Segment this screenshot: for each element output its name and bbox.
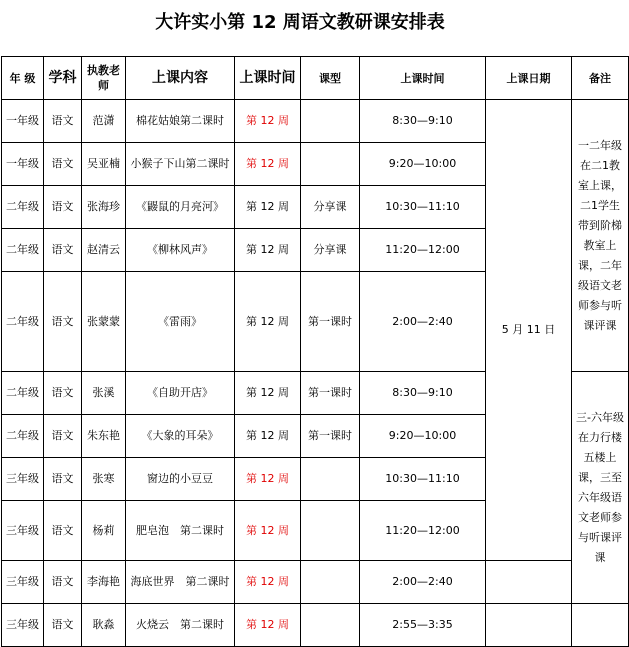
cell-teacher: 张寒 — [82, 458, 126, 501]
cell-subject: 语文 — [44, 272, 82, 372]
cell-teacher: 赵清云 — [82, 229, 126, 272]
schedule-table — [1, 56, 629, 647]
cell-teacher: 吴亚楠 — [82, 143, 126, 186]
header-time: 上课时间 — [360, 57, 486, 100]
cell-teacher: 张海珍 — [82, 186, 126, 229]
cell-content: 海底世界 第二课时 — [126, 561, 235, 604]
cell-type: 分享课 — [301, 229, 360, 272]
cell-subject: 语文 — [44, 458, 82, 501]
cell-week: 第 12 周 — [235, 458, 301, 501]
cell-grade: 二年级 — [2, 186, 44, 229]
cell-grade: 二年级 — [2, 415, 44, 458]
cell-week: 第 12 周 — [235, 501, 301, 561]
header-type: 课型 — [301, 57, 360, 100]
cell-teacher: 范潇 — [82, 100, 126, 143]
cell-week: 第 12 周 — [235, 561, 301, 604]
header-row — [2, 57, 629, 100]
table-row — [2, 561, 629, 604]
cell-type — [301, 100, 360, 143]
header-notes: 备注 — [572, 57, 629, 100]
cell-week: 第 12 周 — [235, 372, 301, 415]
cell-grade: 三年级 — [2, 561, 44, 604]
cell-type — [301, 458, 360, 501]
cell-grade: 二年级 — [2, 272, 44, 372]
cell-grade: 三年级 — [2, 458, 44, 501]
cell-content: 窗边的小豆豆 — [126, 458, 235, 501]
cell-date-empty — [486, 561, 572, 604]
cell-type: 第一课时 — [301, 372, 360, 415]
cell-content: 《雷雨》 — [126, 272, 235, 372]
cell-content: 棉花姑娘第二课时 — [126, 100, 235, 143]
cell-subject: 语文 — [44, 372, 82, 415]
cell-grade: 三年级 — [2, 604, 44, 647]
cell-week: 第 12 周 — [235, 229, 301, 272]
header-teacher: 执教老师 — [82, 57, 126, 100]
cell-time: 2:55—3:35 — [360, 604, 486, 647]
cell-subject: 语文 — [44, 501, 82, 561]
cell-content: 《自助开店》 — [126, 372, 235, 415]
cell-time: 9:20—10:00 — [360, 143, 486, 186]
cell-time: 2:00—2:40 — [360, 561, 486, 604]
cell-content: 肥皂泡 第二课时 — [126, 501, 235, 561]
cell-subject: 语文 — [44, 415, 82, 458]
cell-grade: 二年级 — [2, 372, 44, 415]
cell-type — [301, 143, 360, 186]
cell-subject: 语文 — [44, 561, 82, 604]
cell-time: 10:30—11:10 — [360, 186, 486, 229]
table-row — [2, 604, 629, 647]
cell-time: 2:00—2:40 — [360, 272, 486, 372]
table-row — [2, 100, 629, 143]
cell-time: 11:20—12:00 — [360, 501, 486, 561]
cell-time: 10:30—11:10 — [360, 458, 486, 501]
header-date: 上课日期 — [486, 57, 572, 100]
cell-week: 第 12 周 — [235, 143, 301, 186]
cell-subject: 语文 — [44, 604, 82, 647]
cell-week: 第 12 周 — [235, 186, 301, 229]
cell-time: 8:30—9:10 — [360, 100, 486, 143]
cell-type — [301, 561, 360, 604]
cell-content: 小猴子下山第二课时 — [126, 143, 235, 186]
cell-teacher: 杨莉 — [82, 501, 126, 561]
page-title: 大许实小第 12 周语文教研课安排表 — [155, 12, 445, 33]
cell-subject: 语文 — [44, 229, 82, 272]
cell-content: 《鼹鼠的月亮河》 — [126, 186, 235, 229]
cell-teacher: 朱东艳 — [82, 415, 126, 458]
cell-note-empty — [572, 604, 629, 647]
cell-type — [301, 604, 360, 647]
cell-teacher: 李海艳 — [82, 561, 126, 604]
cell-date-empty — [486, 604, 572, 647]
cell-teacher: 张蒙蒙 — [82, 272, 126, 372]
cell-subject: 语文 — [44, 100, 82, 143]
cell-grade: 一年级 — [2, 100, 44, 143]
cell-note-1: 一二年级在二1教室上课，二1学生带到阶梯教室上课，二年级语文老师参与听课评课 — [572, 100, 629, 372]
cell-week: 第 12 周 — [235, 604, 301, 647]
cell-week: 第 12 周 — [235, 100, 301, 143]
cell-content: 《柳林风声》 — [126, 229, 235, 272]
cell-subject: 语文 — [44, 186, 82, 229]
header-subject: 学科 — [44, 57, 82, 100]
cell-type — [301, 501, 360, 561]
cell-type: 第一课时 — [301, 415, 360, 458]
header-week: 上课时间 — [235, 57, 301, 100]
cell-content: 《大象的耳朵》 — [126, 415, 235, 458]
cell-time: 11:20—12:00 — [360, 229, 486, 272]
cell-content: 火烧云 第二课时 — [126, 604, 235, 647]
cell-teacher: 耿淼 — [82, 604, 126, 647]
cell-time: 9:20—10:00 — [360, 415, 486, 458]
cell-grade: 二年级 — [2, 229, 44, 272]
header-grade: 年 级 — [2, 57, 44, 100]
cell-note-2: 三-六年级在力行楼五楼上课，三至六年级语文老师参与听课评课 — [572, 372, 629, 604]
cell-week: 第 12 周 — [235, 415, 301, 458]
cell-type: 第一课时 — [301, 272, 360, 372]
cell-grade: 一年级 — [2, 143, 44, 186]
cell-date: 5 月 11 日 — [486, 100, 572, 561]
cell-type: 分享课 — [301, 186, 360, 229]
cell-grade: 三年级 — [2, 501, 44, 561]
cell-subject: 语文 — [44, 143, 82, 186]
header-content: 上课内容 — [126, 57, 235, 100]
cell-teacher: 张溪 — [82, 372, 126, 415]
cell-week: 第 12 周 — [235, 272, 301, 372]
cell-time: 8:30—9:10 — [360, 372, 486, 415]
